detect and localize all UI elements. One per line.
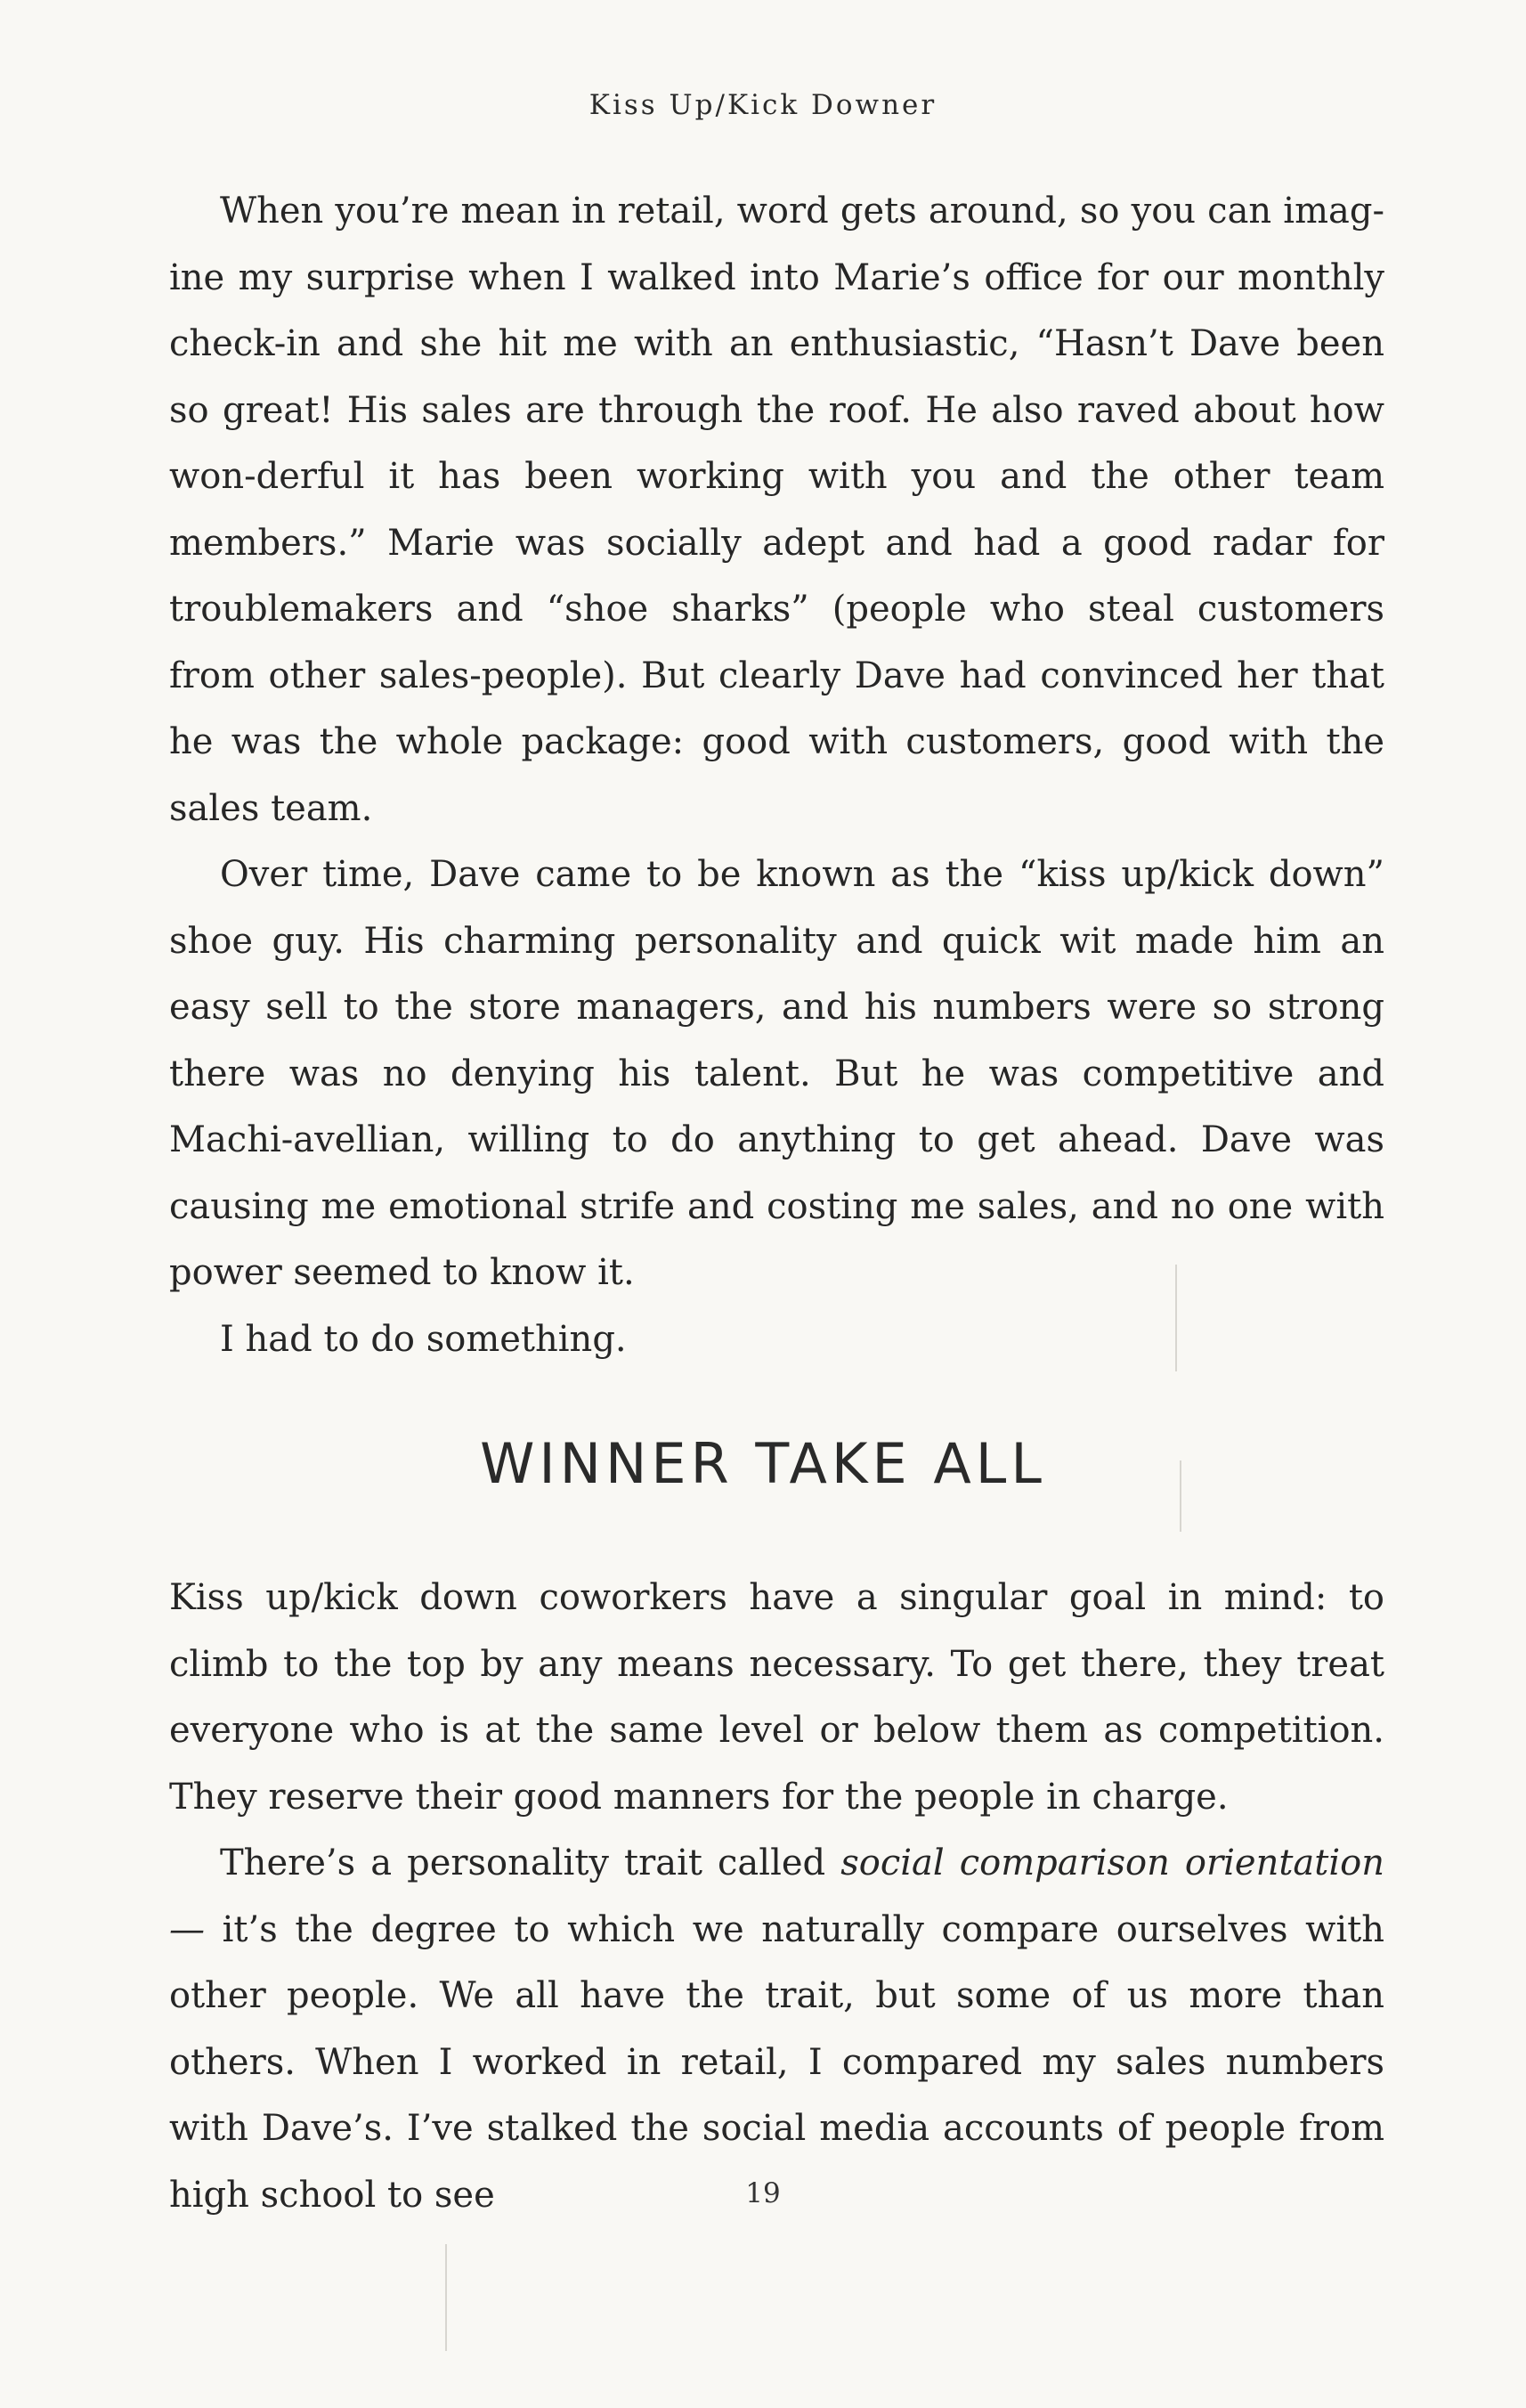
paragraph-3: I had to do something.	[220, 1318, 627, 1360]
paragraph-2: Over time, Dave came to be known as the “kiss up/kick down” shoe guy. His charming personality and quick wit made him an easy sell to the store managers, and his numbers were so strong there was no denying his talent. But he was competitive and Machi-avellian, willing to do anything to get ahead. Dave was causing me emotional strife and costing me sales, and no one with power seemed to know it.	[169, 854, 1384, 1293]
paragraph-4: Kiss up/kick down coworkers have a singular goal in mind: to climb to the top by any means necessary. To get there, they treat everyone who is at the same level or below them as competition. They reserve their good manners for the people in charge.	[169, 1577, 1384, 1818]
paragraph-5	[169, 1830, 1384, 2228]
italic-term: social comparison orientation—	[169, 1843, 1384, 1950]
scan-mark	[1180, 1460, 1181, 1532]
running-head: Kiss Up/Kick Downer	[588, 89, 938, 121]
paragraph-5-lead: There’s a personality trait called	[220, 1843, 826, 1883]
section-heading: WINNER TAKE ALL	[480, 1431, 1046, 1496]
section-body-1	[169, 178, 1384, 1372]
scan-mark	[1175, 1265, 1177, 1371]
paragraph-5-rest: it’s the degree to which we naturally compare ourselves with other people. We all have the trait, but some of us more than others. When I worked in retail, I compared my sales numbers with Dave’s. I’ve stalked the social media accounts of people from high school to see	[169, 1908, 1384, 2216]
section-body-2	[169, 1565, 1384, 2228]
page-number: 19	[745, 2177, 781, 2209]
paragraph-1: When you’re mean in retail, word gets around, so you can imag-ine my surprise when I walked into Marie’s office for our monthly check-in and she hit me with an enthusiastic, “Hasn’t Dave been so great! His sales are through the roof. He also raved about how won-derful it has been working with you and the other team members.” Marie was socially adept and had a good radar for troublemakers and “shoe sharks” (people who steal customers from other sales-people). But clearly Dave had convinced her that he was the whole package: good with customers, good with the sales team.	[169, 191, 1384, 829]
scan-mark	[445, 2244, 447, 2351]
